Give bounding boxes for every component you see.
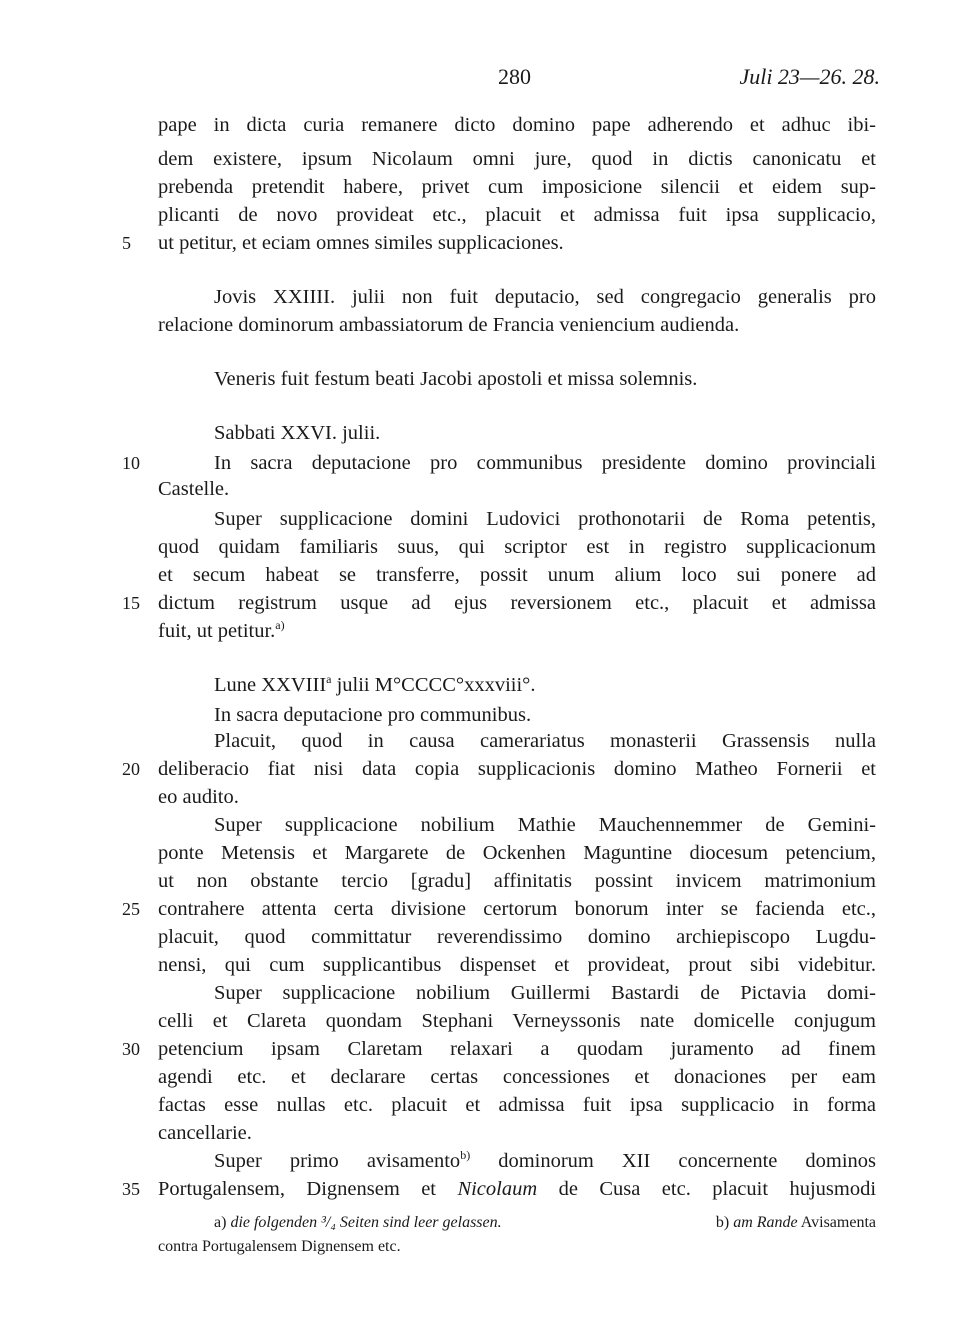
running-head: Juli 23—26. 28.: [739, 64, 880, 89]
text-line: quod quidam familiaris suus, qui scriptor est in registro supplicacionum: [158, 536, 876, 558]
text-line: petencium ipsam Claretam relaxari a quodam juramento ad finem: [158, 1038, 876, 1060]
footnote-line: [158, 1212, 876, 1234]
text-line: placuit, quod committatur reverendissimo domino archiepiscopo Lugdu-: [158, 926, 876, 948]
footnote-mark-a: a): [214, 1214, 227, 1231]
text-line: ponte Metensis et Margarete de Ockenhen Maguntine diocesum petencium,: [158, 842, 876, 864]
text-line: et secum habeat se transferre, possit unum alium loco sui ponere ad: [158, 564, 876, 586]
text-line: celli et Clareta quondam Stephani Verneyssonis nate domicelle conjugum: [158, 1010, 876, 1032]
text-line: [158, 618, 876, 644]
text-line: Jovis XXIIII. julii non fuit deputacio, sed congregacio generalis pro: [214, 286, 876, 308]
text-fragment: Lune XXVIII: [214, 674, 327, 696]
text-line: Castelle.: [158, 478, 230, 500]
footnote-b-italic: am Rande: [733, 1214, 798, 1231]
text-line: ut non obstante tercio [gradu] affinitatis possint invicem matrimonium: [158, 870, 876, 892]
page-header: [0, 64, 960, 98]
footnote-mark-b: b): [715, 1214, 730, 1231]
superscript-a: a: [326, 672, 332, 686]
text-line: nensi, qui cum supplicantibus dispenset et provideat, prout sibi videbitur.: [158, 954, 876, 976]
text-fragment: de Cusa etc. placuit hujusmodi: [558, 1178, 877, 1200]
line-number: 25: [122, 899, 140, 919]
text-line: Placuit, quod in causa camerariatus monasterii Grassensis nulla: [214, 730, 876, 752]
text-line: eo audito.: [158, 786, 239, 808]
footnote-b-text: Avisamenta: [800, 1214, 876, 1231]
text-line: relacione dominorum ambassiatorum de Francia veniencium audienda.: [158, 314, 740, 336]
text-line: cancellarie.: [158, 1122, 252, 1144]
line-number: 5: [122, 233, 131, 253]
text-line: In sacra deputacione pro communibus presidente domino provinciali: [214, 452, 876, 474]
text-line: pape in dicta curia remanere dicto domino pape adherendo et adhuc ibi-: [158, 114, 876, 136]
text-fragment-italic: Nicolaum: [457, 1178, 538, 1200]
line-number: 10: [122, 453, 140, 473]
footnote-marker-a: a): [275, 618, 285, 632]
line-number: 30: [122, 1039, 140, 1059]
text-fragment: julii M°CCCC°xxxviii°.: [336, 674, 536, 696]
text-line: factas esse nullas etc. placuit et admissa fuit ipsa supplicacio in forma: [158, 1094, 876, 1116]
line-number: 15: [122, 593, 140, 613]
text-line: Super supplicacione domini Ludovici prothonotarii de Roma petentis,: [214, 508, 876, 530]
text-line: [214, 672, 876, 698]
text-line: Super supplicacione nobilium Guillermi Bastardi de Pictavia domi-: [214, 982, 876, 1004]
text-line: Super supplicacione nobilium Mathie Mauchennemmer de Gemini-: [214, 814, 876, 836]
line-number: 20: [122, 759, 140, 779]
text-fragment: dominorum XII concernente dominos: [498, 1150, 876, 1172]
footnote-a-text: die folgenden ³/₄ Seiten sind leer gelassen.: [230, 1214, 502, 1231]
text-line: prebenda pretendit habere, privet cum imposicione silencii et eidem sup-: [158, 176, 876, 198]
text-fragment: fuit, ut petitur.: [158, 620, 276, 642]
text-line: Veneris fuit festum beati Jacobi apostoli et missa solemnis.: [214, 368, 698, 390]
footnote-line: contra Portugalensem Dignensem etc.: [158, 1238, 401, 1255]
text-line: contrahere attenta certa divisione certorum bonorum inter se facienda etc.,: [158, 898, 876, 920]
text-line: [214, 1148, 876, 1174]
page-number: 280: [498, 64, 531, 89]
text-line: In sacra deputacione pro communibus.: [214, 704, 532, 726]
footnote-b: [716, 1212, 876, 1234]
footnote-marker-b: b): [460, 1148, 471, 1162]
text-line: ut petitur, et eciam omnes similes supplicaciones.: [158, 232, 564, 254]
text-line: plicanti de novo provideat etc., placuit et admissa fuit ipsa supplicacio,: [158, 204, 876, 226]
text-line: [158, 1176, 876, 1202]
text-fragment: Super primo avisamento: [214, 1150, 461, 1172]
text-line: dictum registrum usque ad ejus reversionem etc., placuit et admissa: [158, 592, 876, 614]
line-number: 35: [122, 1179, 140, 1199]
text-line: Sabbati XXVI. julii.: [214, 422, 381, 444]
text-line: dem existere, ipsum Nicolaum omni jure, quod in dictis canonicatu et: [158, 148, 876, 170]
text-fragment: Portugalensem, Dignensem et: [158, 1178, 436, 1200]
text-line: deliberacio fiat nisi data copia supplicacionis domino Matheo Fornerii et: [158, 758, 876, 780]
text-line: agendi etc. et declarare certas concessiones et donaciones per eam: [158, 1066, 876, 1088]
